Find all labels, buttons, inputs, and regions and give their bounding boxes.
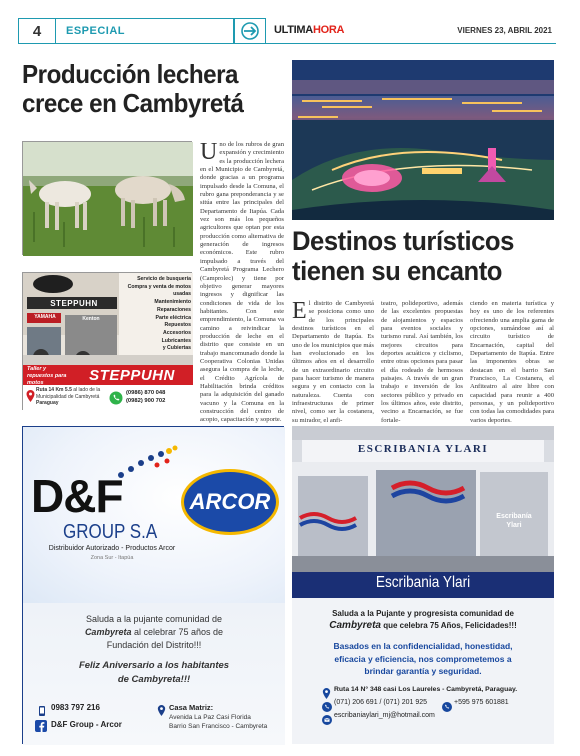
cat-logo-icon: [33, 275, 73, 293]
slogan: Taller y repuestos para motos: [27, 366, 67, 386]
location-pin-icon: [26, 389, 35, 407]
article2-col1: El distrito de Cambyretá se posiciona como uno de los principales destinos turísticos en el Departamento de Itapúa. Es uno de los municipios que más han evolucionado en los últimos años en el desarrollo de un extraordinario circuito para hacer turismo de manera segura y en contacto con la naturaleza. Cuenta con infraestructuras de primer nivel, como ser la costanera, su mirador, el anfi-: [292, 298, 374, 424]
article1-headline: Producción lechera crece en Cambyretá: [22, 59, 244, 119]
df-distributor: Distribuidor Autorizado - Productos Arcor: [48, 545, 176, 552]
dropcap: E: [292, 298, 307, 324]
list-item: Repuestos: [164, 322, 191, 329]
df-group: GROUP S.A: [63, 521, 158, 543]
ylari-values: Basados en la confidencialidad, honestidad, eficacia y eficiencia, nos comprometemos a brindar garantía y seguridad.: [333, 641, 513, 676]
df-greeting: Saluda a la pujante comunidad de Cambyreta al celebrar 75 años de Fundación del Distrito!!!: [84, 614, 224, 650]
list-item: Servicio de busquería: [137, 276, 191, 282]
shop-address: Ruta 14 Km 5.5 al lado de la Municipalidad de Cambyretá Paraguay: [36, 387, 101, 406]
df-zone: Zona Sur - Itapúa: [90, 555, 134, 561]
services-list: [121, 276, 191, 353]
banner-title: Escribania Ylari: [375, 574, 471, 591]
shop-phones: (0986) 870 048 (0982) 900 702: [126, 390, 166, 404]
list-item: Mantenimiento: [154, 299, 191, 306]
location-pin-icon: [157, 703, 166, 721]
df-logo: D&F: [31, 470, 123, 522]
office-sign: ESCRIBANIA YLARI: [357, 443, 489, 455]
df-anniversary: Feliz Aniversario a los habitantes de Cambyreta!!!: [78, 660, 230, 685]
city-night-photo: [292, 60, 554, 220]
brand-name: STEPPUHN: [89, 367, 175, 384]
arrow-right-icon: [234, 18, 266, 44]
section-label: ESPECIAL: [56, 18, 234, 44]
df-facebook: D&F Group - Arcor: [51, 720, 122, 729]
article1-text: Uno de los rubros de gran expansión y crecimiento es la producción lechera en el Municipio de Cambyretá, donde gracias a un programa impulsado desde la Comuna, el rubro gana preponderancia y se sitúa entre las principales del Departamento de Itapúa. Cada vez son más los pequeños agricultores que optan por esta producción como alternativa de generación de ingresos económicos. Este rubro impulsado a través del Cambyretá Programa Lechero (Camprolec) y tiene por objetivo generar mayores ingresos y dignificar las condiciones de vida de los habitantes. Con este emprendimiento, la Comuna va camino a reivindicar la producción de leche en el distrito que consiste en un trabajo mancomunado donde la Cooperativa Colonias Unidas asegura la compra de la leche, el Crédito Agrícola de Habilitación brinda créditos para la adquisición del ganado vacuno y la Comuna en la construcción del centro de acopio, capacitación y soporte.: [200, 139, 284, 424]
df-phone: 0983 797 216: [51, 703, 100, 712]
page-number: 4: [18, 18, 56, 44]
email-icon: [322, 712, 332, 730]
ylari-email: escribaniaylari_mj@hotmail.com: [334, 712, 435, 719]
steppuhn-ad: [22, 272, 192, 410]
header-rule: [18, 43, 556, 44]
page-header: [18, 18, 556, 44]
df-hq-label: Casa Matriz:: [169, 703, 214, 712]
newspaper-logo: ULTIMAHORA: [274, 24, 345, 36]
list-item: Lubricantes: [161, 337, 191, 344]
ylari-phones: (071) 206 691 / (071) 201 925: [334, 699, 428, 706]
dropcap: U: [200, 139, 218, 165]
list-item: Compra y venta de motos usadas: [127, 283, 191, 298]
df-hq-address: Avenida La Paz Casi Florida Barrio San Francisco - Cambyreta: [169, 714, 268, 730]
ylari-whatsapp: +595 975 601881: [454, 699, 509, 706]
yamaha-sign: YAMAHA: [34, 314, 56, 320]
door-sign: Escribanía Ylari: [496, 513, 532, 529]
article2-col2: teatro, polideportivo, además de las excelentes propuestas de alojamientos y espacios para eventos sociales y turismo rural. Así también, los mejores circuitos para deportes acuáticos y ciclismo, entre otras opciones para pasar el día rodeado de hermosos paisajes. A través de un gran trabajo e inversión de los sectores público y privado en los últimos años, este distrito, vecino a Encarnación, se fue fortale-: [381, 300, 463, 424]
ylari-greeting: Saluda a la Pujante y progresista comunidad de Cambyreta que celebra 75 Años, Felicidades!!!: [329, 609, 517, 631]
facebook-icon: [35, 719, 47, 737]
article2-col3: ciendo en materia turística y hoy es uno de los referentes ofreciendo una amplia gama de opciones, sumándose así al circuito turístico de Encarnación, capital del Departamento de Itapúa. Entre las imponentes obras se destacan en el barrio San Francisco, La Costanera, el Anfiteatro al aire libre con capacidad para reunir a 400 personas, y un polideportivo con todas las comodidades para varios deportes.: [470, 300, 554, 424]
whatsapp-icon: [442, 699, 452, 717]
list-item: Reparaciones: [156, 306, 191, 313]
list-item: Accesorios: [163, 329, 191, 336]
list-item: y Cubiertas: [162, 345, 191, 352]
ylari-address: Ruta 14 N° 348 casi Los Laureles - Cambyretá, Paraguay.: [334, 686, 518, 693]
arcor-logo: ARCOR: [181, 469, 279, 535]
kenton-sign: Kenton: [82, 316, 100, 322]
escribania-ylari-ad: [292, 426, 554, 744]
list-item: Parte eléctrica: [155, 314, 191, 321]
whatsapp-icon: [109, 391, 123, 410]
issue-date: VIERNES 23, ABRIL 2021: [457, 26, 552, 35]
article2-headline: Destinos turísticos tienen su encanto: [292, 226, 514, 287]
df-group-ad: [22, 426, 284, 744]
shop-sign: STEPPUHN: [50, 299, 98, 308]
cows-photo: [22, 141, 192, 255]
